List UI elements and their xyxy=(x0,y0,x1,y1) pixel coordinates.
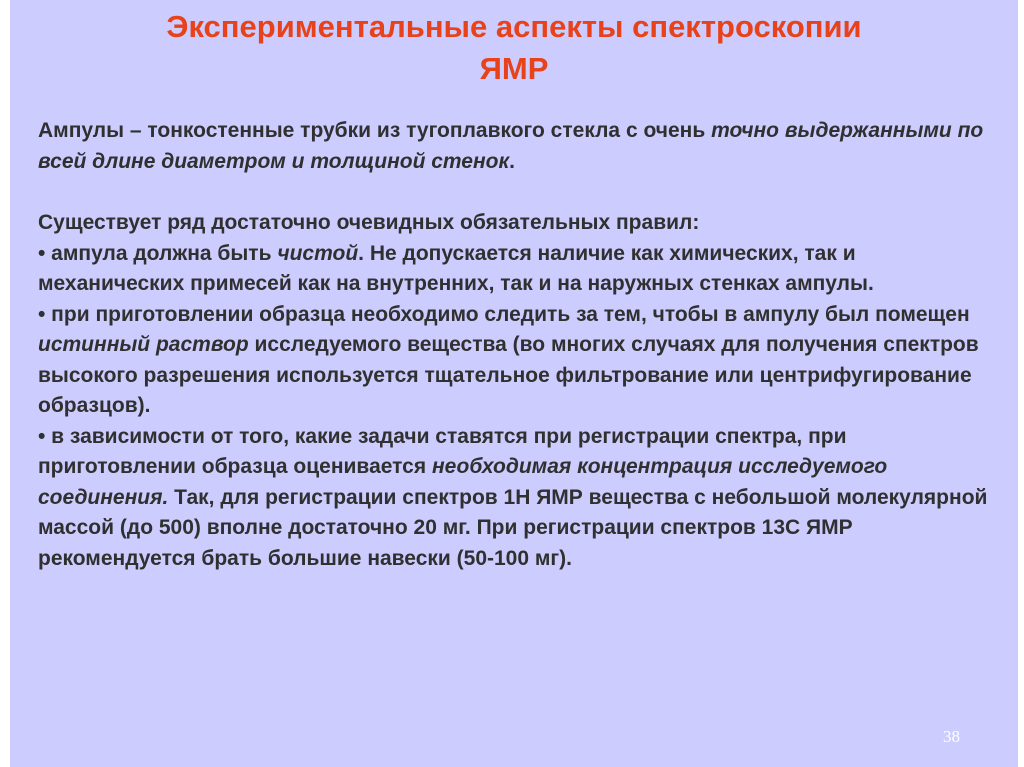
page-number: 38 xyxy=(943,727,960,746)
title-line-1: Экспериментальные аспекты спектроскопии xyxy=(166,9,862,44)
rules-heading: Существует ряд достаточно очевидных обязательных правил: xyxy=(38,211,700,234)
rule-2-text-b: исследуемого вещества (во многих случаях для получения спектров высокого разрешения используется тщательное фильтрование или центрифугирование образцов). xyxy=(38,333,979,417)
rule-item-1 xyxy=(38,239,988,300)
intro-end: . xyxy=(509,149,515,173)
paragraph-gap xyxy=(38,177,988,208)
slide-body xyxy=(38,116,988,574)
slide-title xyxy=(10,6,1018,90)
rule-item-2 xyxy=(38,300,988,422)
intro-text: Ампулы – тонкостенные трубки из тугоплавкого стекла с очень xyxy=(38,119,712,142)
slide xyxy=(10,0,1018,767)
rule-3-text-b: Так, для регистрации спектров 1Н ЯМР вещества с небольшой молекулярной массой (до 500) вполне достаточно 20 мг. При регистрации спектров 13С ЯМР рекомендуется брать большие навески (50-100 мг). xyxy=(38,485,988,570)
title-line-2: ЯМР xyxy=(479,51,549,86)
rule-item-3 xyxy=(38,422,988,575)
rule-1-emphasis: чистой xyxy=(277,241,359,265)
intro-emphasis: точно выдержанными по всей длине диаметром и толщиной стенок xyxy=(38,119,984,173)
intro-paragraph xyxy=(38,116,988,177)
rule-2-text-a: • при приготовлении образца необходимо следить за тем, чтобы в ампулу был помещен xyxy=(38,302,970,326)
rule-2-emphasis: истинный раствор xyxy=(38,333,249,356)
rule-3-emphasis: необходимая концентрация исследуемого соединения. xyxy=(38,455,888,509)
rule-3-text-a: • в зависимости от того, какие задачи ставятся при регистрации спектра, при приготовлении образца оценивается xyxy=(38,424,847,478)
rule-1-text-b: . Не допускается наличие как химических, так и механических примесей как на внутренних, так и на наружных стенках ампулы. xyxy=(38,241,874,295)
rule-1-text-a: • ампула должна быть xyxy=(38,241,278,265)
